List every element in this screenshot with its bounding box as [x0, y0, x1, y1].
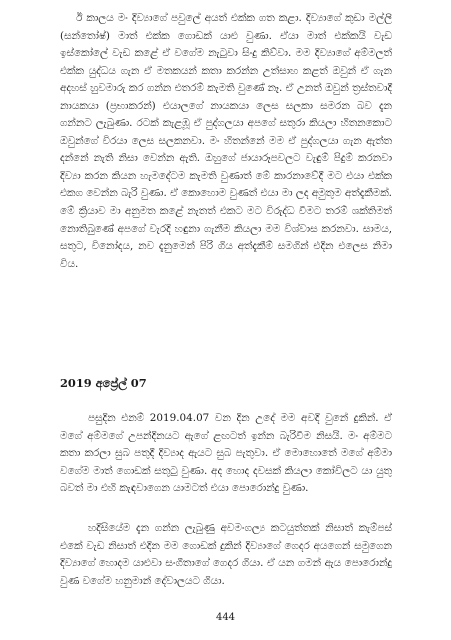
body-paragraph: පසුදින එනම් 2019.04.07 වන දින උදේ මම අවදි වුනේ දුකින්. ඒ මගේ අම්මගේ උපන්දිනයට ඇගේ ළඟටත් ඉන්න බැරිවීම නිසයි. මං අම්මට කතා කරලා සුබ පතුදී දිව්‍යාද ඇයට සුබ පැතුවා. ඒ මොහොතේ මගේ අම්මා වගේම මාත් ගොඩක් සතුටු වුණා. අද හොද දවසක් කියලා කෝවිලට යා යුතු බවත් මා එහි කැඳවාගෙන යාමටත් එයා පොරොන්දු වුණා. [60, 412, 392, 495]
page-number: 444 [215, 612, 236, 623]
date-heading: 2019 අප්‍රේල් 07 [60, 376, 147, 390]
body-paragraph: ඊ කාලය මං දිව්‍යාගේ පවුලේ අයත් එක්ක ගත කළා. දිව්‍යාගේ කුඩා මල්ලි (සන්තෝෂ්) මාත් එක්ක ගොඩක් යාළු වුණා. ඒයා මාත් එක්කයි වැඩ ඉස්කෝලේ වැඩ කළේ ඒ වගේම නැටුවා සිංදු කිව්වා. මම දිව්‍යාගේ අම්මලත් එක්ක යුද්ධය ගැන ඒ මතකයන් කතා කරන්න උත්සාහ කළත් ඔවුන් ඒ ගැන අදහස් හුවමාරු කර ගන්න එතරම් කැමති වුණේ නෑ. ඒ උනත් ඔවුන් ත්‍රස්තවාදී නායකයා (ප්‍රභාකරන්) එයාලගේ නායකයා ලෙස සලකා සමරන බව දැන ගන්නට ලැබුණා. රටක් කැළඹූ ඒ පුද්ගලයා අපගේ සතුරා කියලා හිතනකොට ඔවුන්ගේ විරයා ලෙස සලකනවා. මං හිතන්නේ මම ඒ පුද්ගලයා ගැන ඇත්ත දන්නේ නැති නිසා වෙන්න ඇති. ඔහුගේ ජායාරූපවලට වැඳුම් පිදුම් කරනවා දිව්‍යා කරන කියන හැමදේටම කැමති වුණාත් මේ කාරනාවේදී මට එයා එක්ක එකග වෙන්න බැරි වුණා. ඒ කොහොම වුණත් එයා මා ලද අමුතුම අත්දැකීමක්. මේ ක්‍රියාව මා අනුමත කළේ නැතත් එකට මට විරුද්ධ වීමට තරම් ශක්තිමත් නොතිබුණේ අපගේ වැරදි හඳුනා ගැනීම කියලා මම විශ්වාස කරනවා. සාමය, සතුට, විනෝදය, නව දැනුමෙන් පිරි ගිය අත්දැකීම් සමගින් එදින එලෙස නිමා විය. [60, 12, 392, 270]
body-paragraph: හදිසියේම දැන ගන්න ලැබුණු අවමංගල්‍ය කටයුත්තක් නිසාත් කැම්පස් එකේ වැඩ නිසාත් එදින මම ගොඩක් දුකින් දිව්‍යාගේ ගෙදර අයගෙන් සමුගෙන දිව්‍යාගේ හොදම යාළුවා සංගීතාගේ ගෙදර ගියා. ඒ යන ගමන් ඇය පොරොන්දු වුණ වගේම හනුමාන් දේවාලයට ගියා. [60, 522, 392, 587]
